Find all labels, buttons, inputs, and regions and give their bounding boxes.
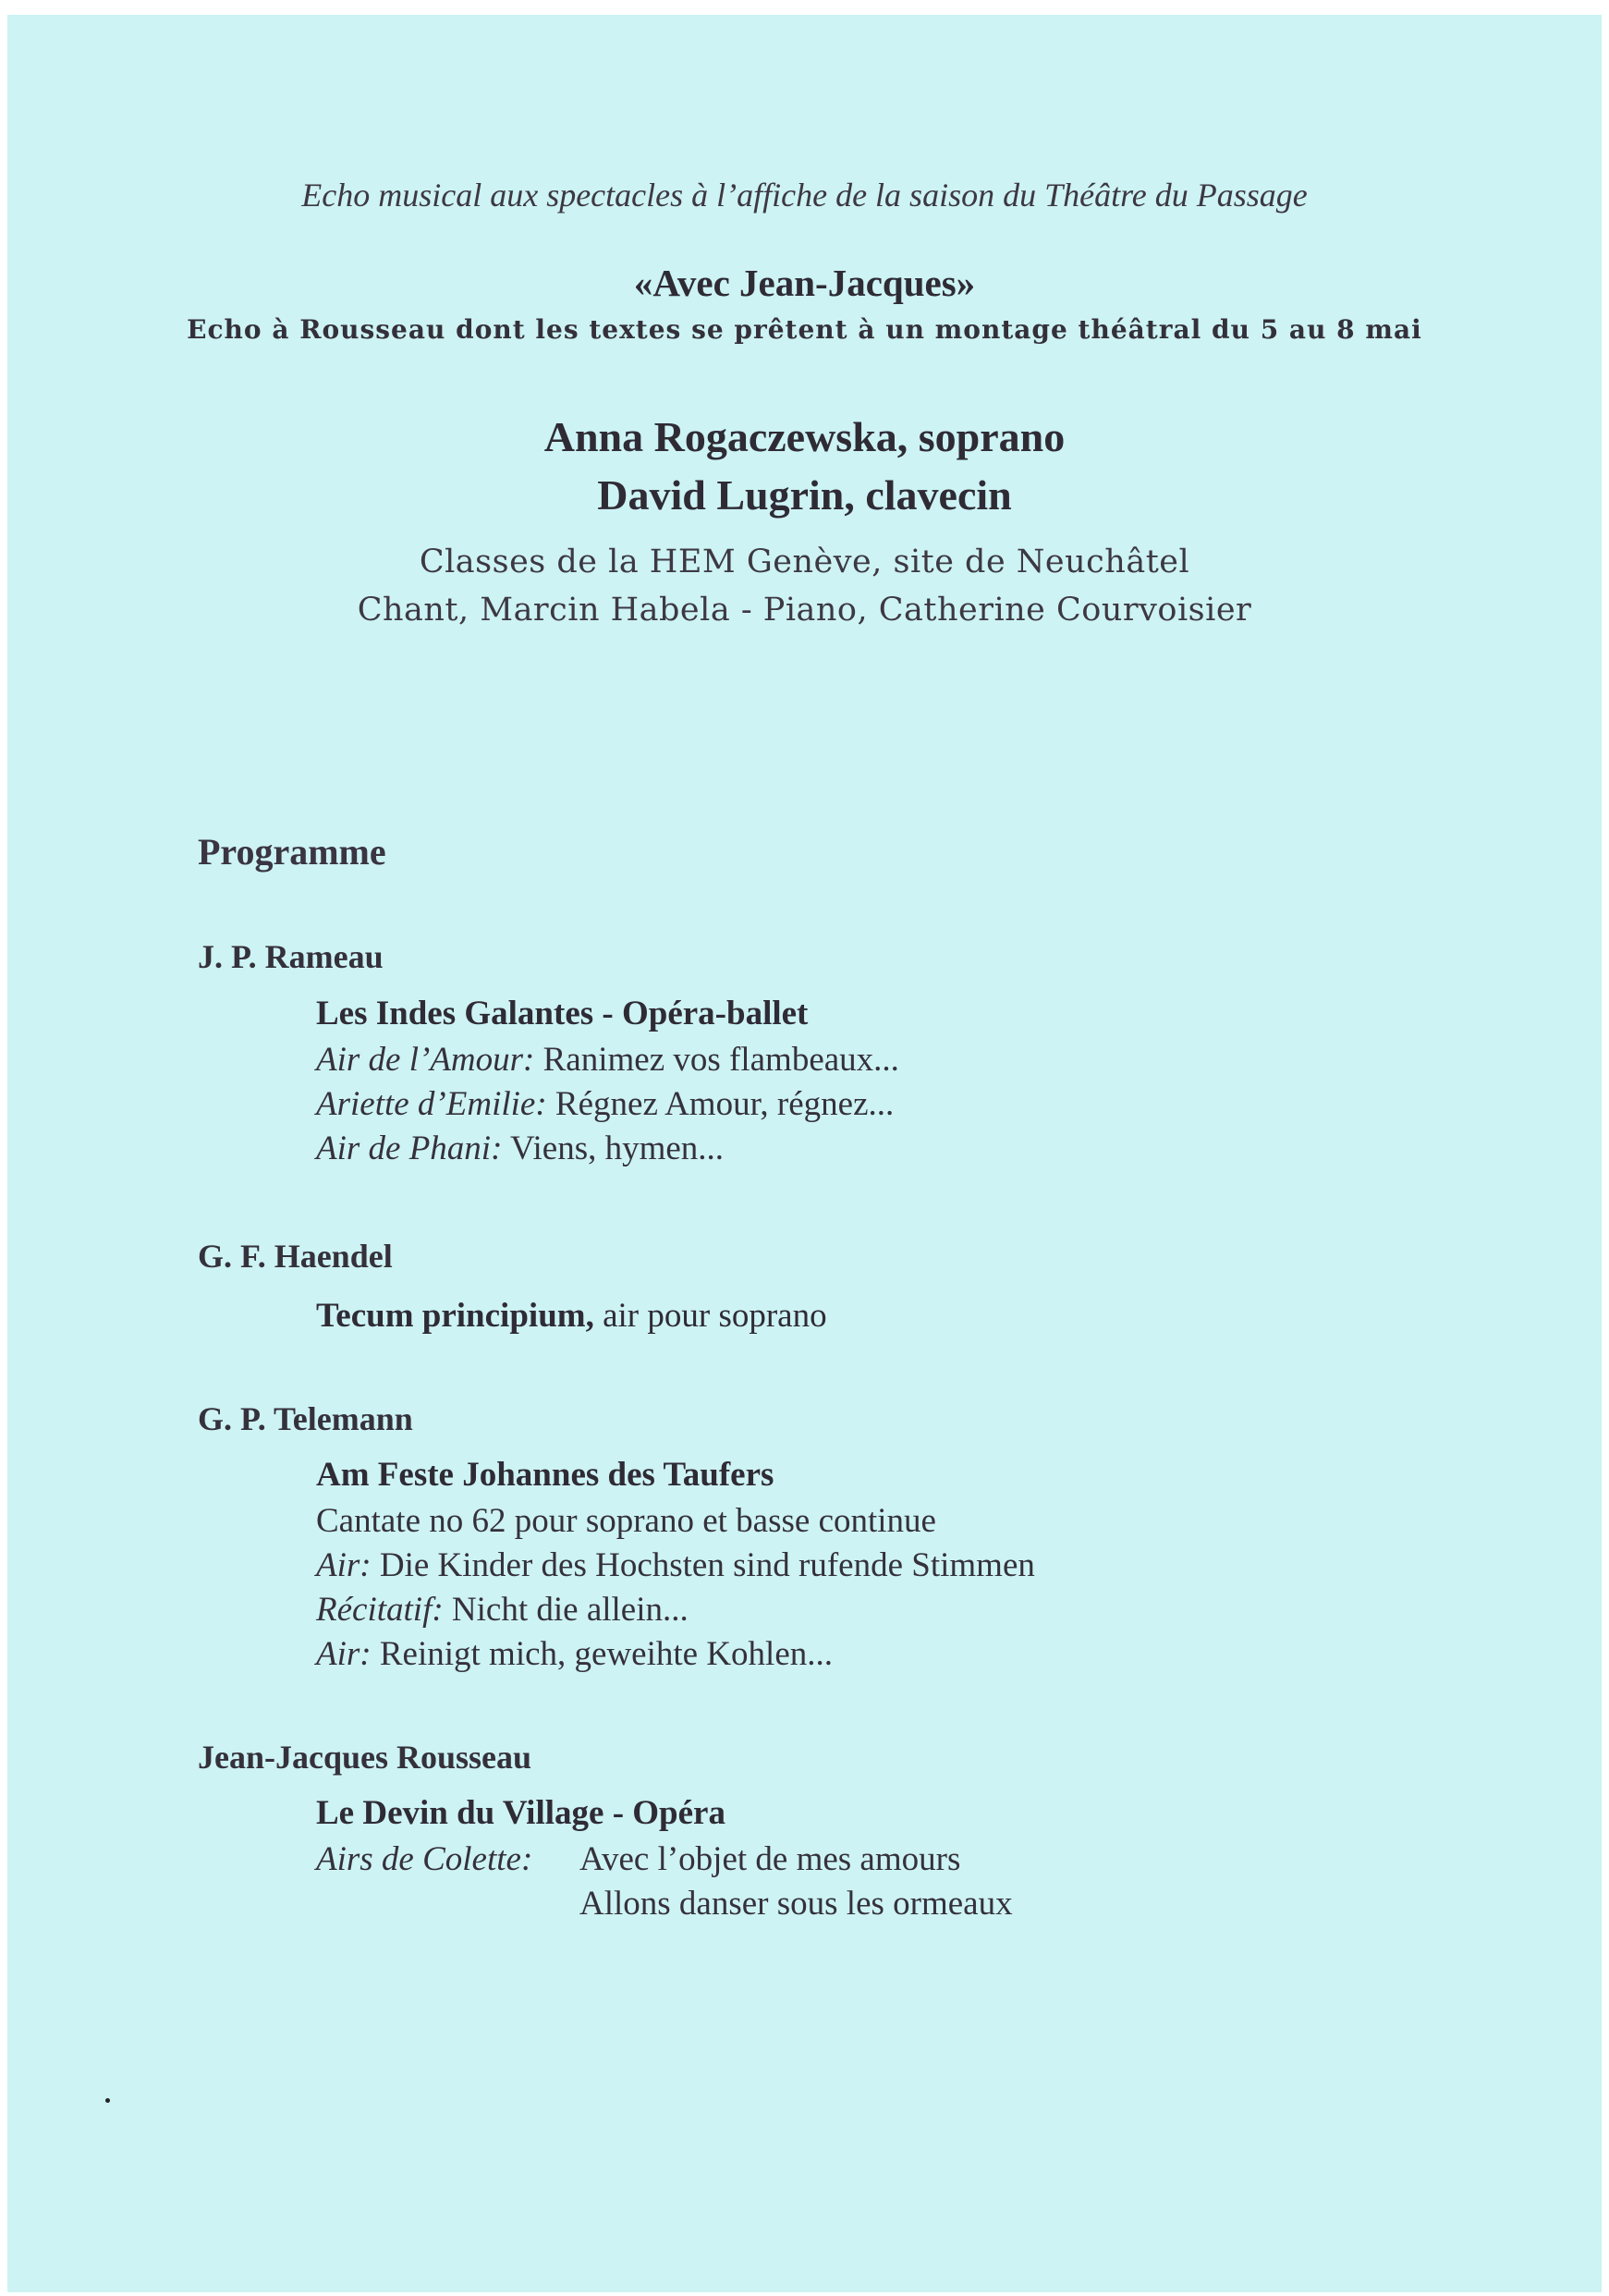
scan-speck xyxy=(105,2098,110,2103)
work-am-feste: Am Feste Johannes des Taufers xyxy=(316,1456,774,1494)
classes-line: Classes de la HEM Genève, site de Neuchâtel xyxy=(419,543,1190,580)
air-label: Airs de Colette: xyxy=(316,1840,533,1878)
air-line xyxy=(316,1545,1035,1585)
air-label: Récitatif: xyxy=(316,1591,444,1629)
air-text: Viens, hymen... xyxy=(502,1130,725,1167)
air-label: Air: xyxy=(316,1635,372,1673)
composer-telemann: G. P. Telemann xyxy=(198,1400,413,1437)
air-label: Ariette d’Emilie: xyxy=(316,1085,547,1123)
air-line xyxy=(316,1129,724,1168)
air-line xyxy=(316,1040,899,1080)
concert-subtitle: Echo à Rousseau dont les textes se prêtent à un montage théâtral du 5 au 8 mai xyxy=(187,314,1422,345)
teachers-line: Chant, Marcin Habela - Piano, Catherine Courvoisier xyxy=(357,592,1252,629)
performer-soprano: Anna Rogaczewska, soprano xyxy=(543,413,1066,460)
air-label: Air de l’Amour: xyxy=(316,1041,535,1079)
page-sheet xyxy=(7,15,1602,2292)
performer-harpsichord: David Lugrin, clavecin xyxy=(597,471,1012,519)
programme-heading: Programme xyxy=(198,831,386,873)
composer-rousseau: Jean-Jacques Rousseau xyxy=(198,1739,532,1776)
work-title: Tecum principium, xyxy=(316,1297,594,1335)
air-label: Air de Phani: xyxy=(316,1130,503,1167)
air-line xyxy=(316,1084,894,1124)
work-description: Cantate no 62 pour soprano et basse continue xyxy=(316,1502,936,1540)
work-devin-du-village: Le Devin du Village - Opéra xyxy=(316,1794,725,1832)
composer-haendel: G. F. Haendel xyxy=(198,1238,393,1275)
air-text: Reinigt mich, geweihte Kohlen... xyxy=(371,1635,834,1673)
work-description: air pour soprano xyxy=(593,1297,827,1335)
air-text: Allons danser sous les ormeaux xyxy=(579,1885,1013,1923)
air-text: Ranimez vos flambeaux... xyxy=(534,1041,899,1079)
air-text: Die Kinder des Hochsten sind rufende Stimmen xyxy=(371,1546,1035,1584)
air-text: Avec l’objet de mes amours xyxy=(579,1840,961,1878)
work-tecum-principium xyxy=(316,1296,827,1336)
air-line xyxy=(316,1839,532,1879)
air-text: Nicht die allein... xyxy=(443,1591,689,1629)
air-label: Air: xyxy=(316,1546,372,1584)
composer-rameau: J. P. Rameau xyxy=(198,938,384,975)
concert-title: «Avec Jean-Jacques» xyxy=(633,262,976,304)
intro-line: Echo musical aux spectacles à l’affiche de la saison du Théâtre du Passage xyxy=(301,177,1308,214)
air-text: Régnez Amour, régnez... xyxy=(546,1085,895,1123)
air-line xyxy=(316,1590,689,1630)
work-indes-galantes: Les Indes Galantes - Opéra-ballet xyxy=(316,995,809,1032)
air-line xyxy=(316,1634,833,1674)
